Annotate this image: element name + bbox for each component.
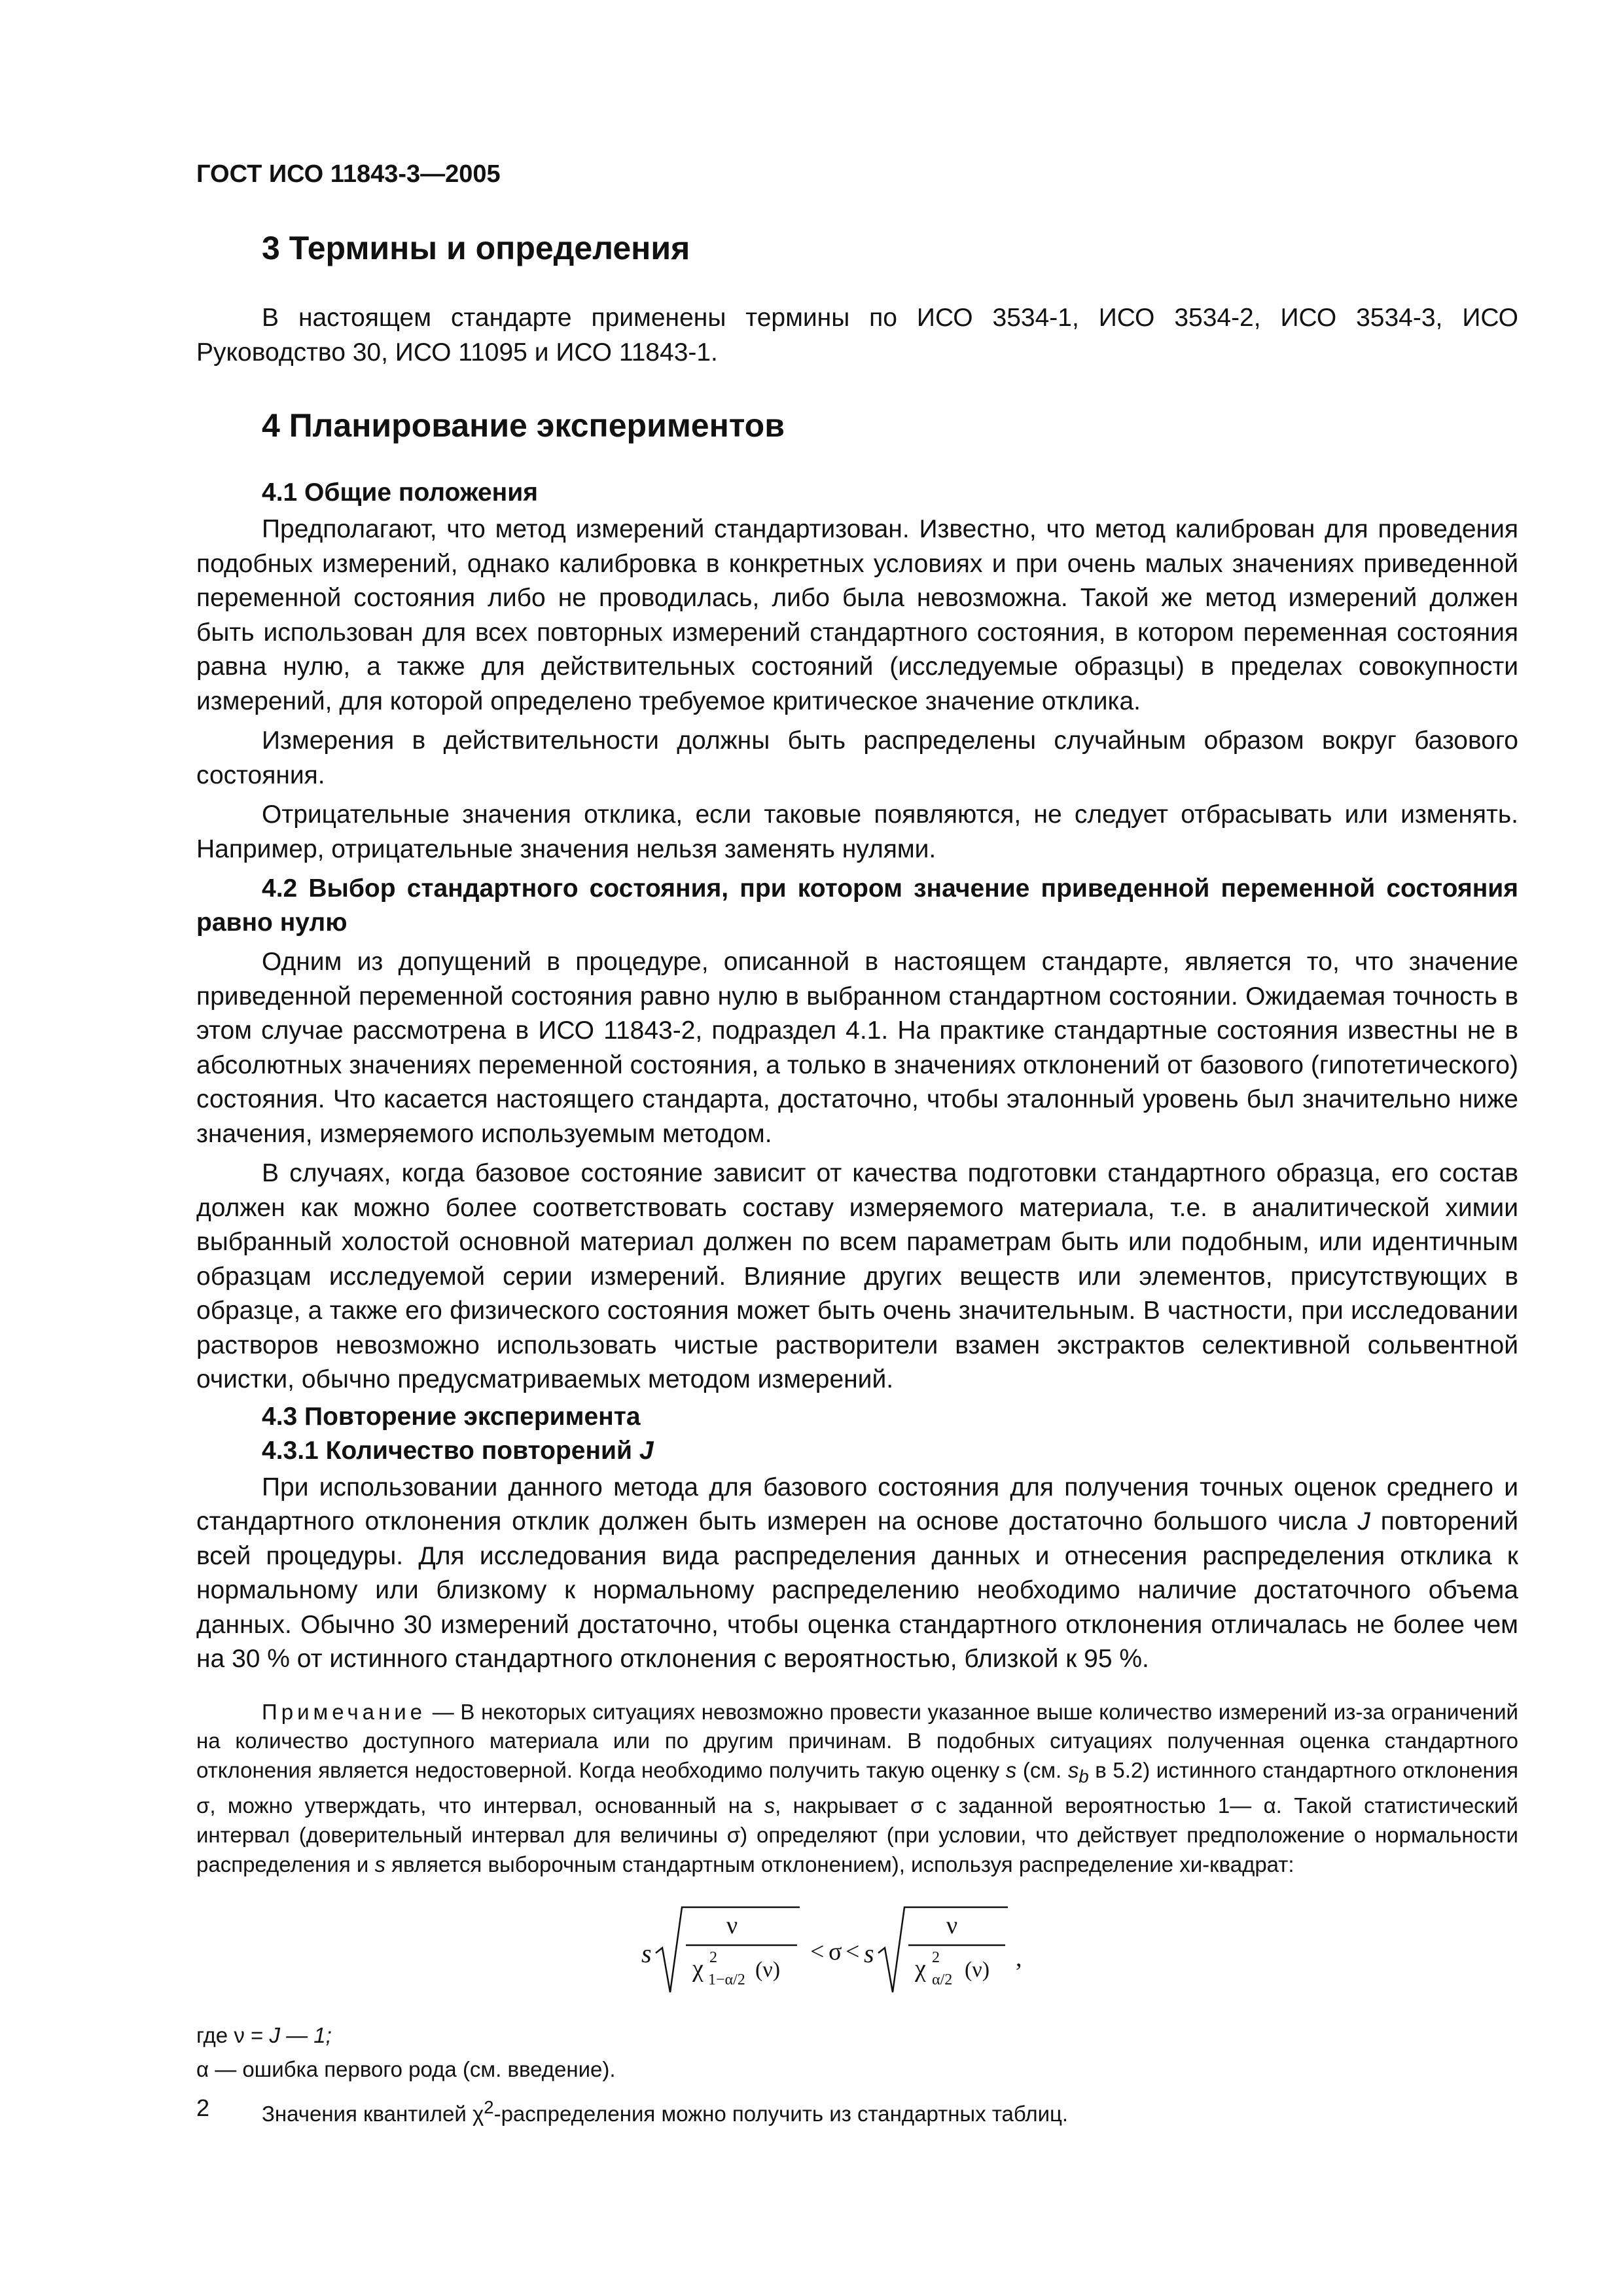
formula-sub-right: α/2 — [932, 1971, 953, 1988]
formula-comma: , — [1016, 1944, 1022, 1972]
formula-nu-left: ν — [726, 1911, 738, 1939]
section-4-3-1-paragraph: При использовании данного метода для базового состояния для получения точных оценок среднего и стандартного отклонения отклик должен быть измерен на основе достаточно большого числа J повторений всей процедуры. Для исследования вида распределения данных и отнесения распределения отклика к нормальному или близкому к нормальному распределению необходимо наличие достаточного объема данных. Обычно 30 измерений достаточно, чтобы оценка стандартного отклонения отличалась не более чем на 30 % от истинного стандартного отклонения с вероятностью, близкой к 95 %. — [196, 1473, 1519, 1673]
section-4-2-title: 4.2 Выбор стандартного состояния, при котором значение приведенной переменной состояния равно нулю — [196, 874, 1518, 937]
page-number: 2 — [196, 2094, 210, 2121]
section-4-1-paragraph-2: Измерения в действительности должны быть распределены случайным образом вокруг базового состояния. — [196, 726, 1518, 789]
formula-lt-1: < — [810, 1937, 825, 1965]
formula-sub-left: 1−α/2 — [708, 1971, 745, 1988]
document-code: ГОСТ ИСО 11843-3—2005 — [196, 160, 501, 188]
formula-svg — [641, 1895, 1099, 2007]
formula-s-right: s — [864, 1938, 874, 1968]
section-4-title: 4 Планирование экспериментов — [262, 407, 785, 444]
formula-sigma: σ — [829, 1937, 842, 1965]
section-3-title: 3 Термины и определения — [262, 230, 690, 266]
formula-lt-2: < — [846, 1937, 860, 1965]
formula-sup-right: 2 — [932, 1948, 940, 1966]
section-4-1-paragraph-3: Отрицательные значения отклика, если таковые появляются, не следует отбрасывать или изменять. Например, отрицательные значения нельзя заменять нулями. — [196, 800, 1518, 863]
formula-arg-left: (ν) — [755, 1957, 781, 1982]
formula-nu-right: ν — [946, 1911, 958, 1939]
section-4-2-paragraph-2: В случаях, когда базовое состояние зависит от качества подготовки стандартного образца, его состав должен как можно более соответствовать составу измеряемого материала, т.е. в аналитической химии выбранный холостой основной материал должен по всем параметрам быть или подобным, или идентичным образцам исследуемой серии измерений. Влияние других веществ или элементов, присутствующих в образце, а также его физического состояния может быть очень значительным. В частности, при исследовании растворов невозможно использовать чистые растворители взамен экстрактов селективной сольвентной очистки, обычно предусматриваемых методом измерений. — [196, 1159, 1518, 1393]
section-3-paragraph: В настоящем стандарте применены термины по ИСО 3534-1, ИСО 3534-2, ИСО 3534-3, ИСО Руководство 30, ИСО 11095 и ИСО 11843-1. — [196, 304, 1518, 367]
formula-sup-left: 2 — [709, 1948, 717, 1966]
formula-arg-right: (ν) — [965, 1957, 990, 1982]
chi-square-interval-formula — [196, 1895, 1518, 2007]
formula-s-left: s — [641, 1938, 652, 1968]
section-4-3-title: 4.3 Повторение эксперимента — [262, 1402, 641, 1431]
where-alpha-line: α — ошибка первого рода (см. введение). — [196, 2056, 616, 2081]
section-4-3-1-title: 4.3.1 Количество повторений J — [262, 1436, 654, 1465]
section-4-1-title: 4.1 Общие положения — [262, 478, 538, 507]
section-4-2-paragraph-1: Одним из допущений в процедуре, описанной в настоящем стандарте, является то, что значение приведенной переменной состояния равно нулю в выбранном стандартном состоянии. Ожидаемая точность в этом случае рассмотрена в ИСО 11843-2, подраздел 4.1. На практике стандартные состояния известны не в абсолютных значениях переменной состояния, а только в значениях отклонений от базового (гипотетического) состояния. Что касается настоящего стандарта, достаточно, чтобы эталонный уровень был значительно ниже значения, измеряемого используемым методом. — [196, 948, 1518, 1148]
note-paragraph: Примечание — В некоторых ситуациях невозможно провести указанное выше количество измерений из-за ограничений на количество доступного материала или по другим причинам. В подобных ситуациях полученная оценка стандартного отклонения является недостоверной. Когда необходимо получить такую оценку s (см. $s_b$ в 5.2) истинного стандартного отклонения σ, можно утверждать, что интервал, основанный на s, накрывает σ с заданной вероятностью 1— α. Такой статистический интервал (доверительный интервал для величины σ) определяют (при условии, что действует предположение о нормальности распределения и s является выборочным стандартным отклонением), используя распределение хи-квадрат: — [196, 1699, 1519, 1877]
document-page — [196, 160, 1518, 2131]
quantiles-note: Значения квантилей $\chi^2$-распределения можно получить из стандартных таблиц. — [262, 2096, 1069, 2126]
formula-chi-left: χ — [692, 1954, 704, 1982]
where-nu-line: где ν = J — 1; — [196, 2022, 332, 2047]
formula-chi-right: χ — [915, 1954, 926, 1982]
note-label: Примечание — [262, 1699, 427, 1724]
section-4-1-paragraph-1: Предполагают, что метод измерений стандартизован. Известно, что метод калиброван для проведения подобных измерений, однако калибровка в конкретных условиях и при очень малых значениях приведенной переменной состояния либо не проводилась, либо была невозможна. Такой же метод измерений должен быть использован для всех повторных измерений стандартного состояния, в котором переменная состояния равна нулю, а также для действительных состояний (исследуемые образцы) в пределах совокупности измерений, для которой определено требуемое критическое значение отклика. — [196, 515, 1518, 715]
